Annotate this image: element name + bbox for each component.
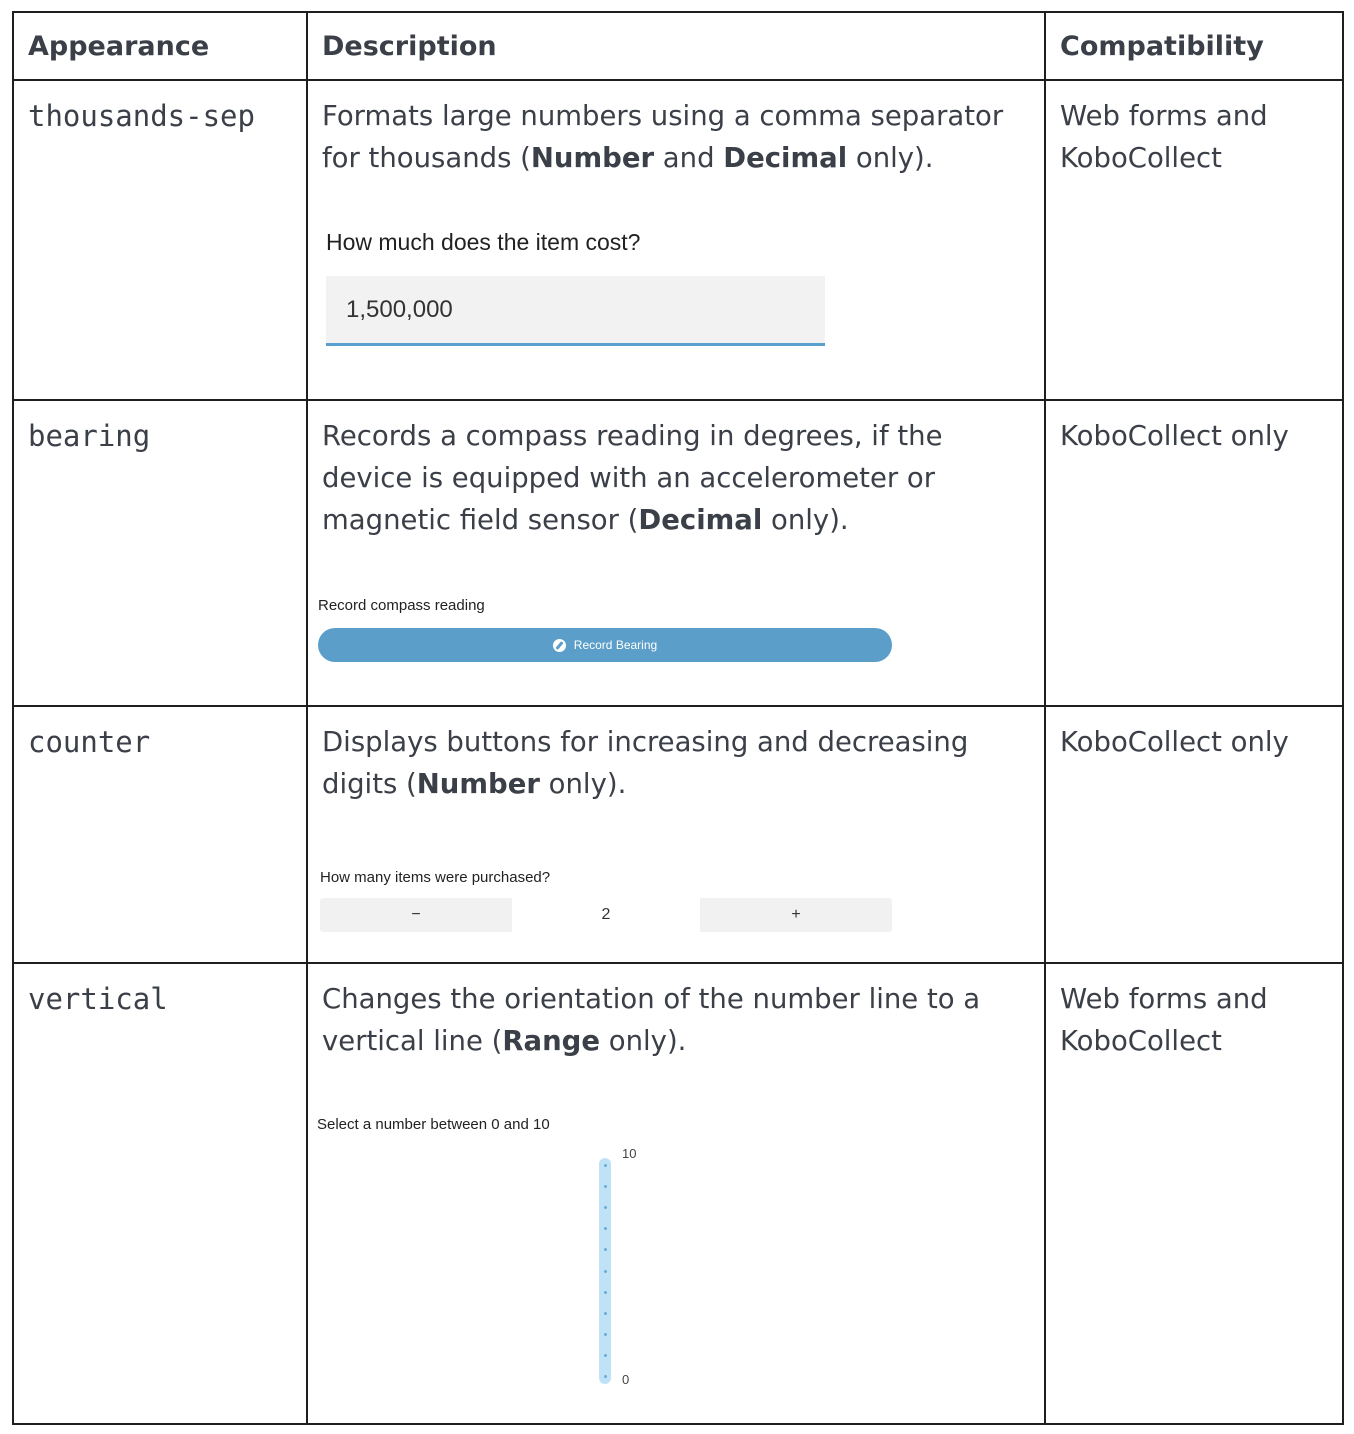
range-step-dot: [604, 1227, 607, 1230]
desc-bold: Number: [530, 142, 655, 174]
description-cell: [307, 706, 1045, 963]
desc-bold: Range: [502, 1025, 601, 1057]
desc-bold: Decimal: [723, 142, 848, 174]
desc-text: only).: [762, 504, 849, 536]
appearance-cell: [13, 400, 307, 706]
bearing-example: [318, 597, 1044, 662]
appearance-cell: [13, 963, 307, 1424]
range-step-dot: [604, 1312, 607, 1315]
desc-text: Formats large numbers using a comma separator for thousands (: [322, 100, 1004, 174]
appearance-code: vertical: [28, 982, 168, 1016]
decrement-button[interactable]: −: [411, 906, 421, 923]
increment-button[interactable]: +: [791, 906, 801, 923]
appearance-code: thousands-sep: [28, 99, 255, 133]
question-label: How many items were purchased?: [320, 869, 551, 886]
desc-text: Displays buttons for increasing and decreasing digits (: [322, 726, 969, 800]
vertical-range-example: [317, 1116, 1044, 1416]
table-row: [13, 400, 1343, 706]
compass-icon: [553, 639, 566, 652]
compatibility-text: KoboCollect only: [1060, 726, 1289, 758]
desc-bold: Decimal: [638, 504, 763, 536]
appearance-cell: [13, 80, 307, 400]
appearance-code: bearing: [28, 419, 151, 453]
counter-example: [320, 869, 1044, 932]
description-cell: [307, 80, 1045, 400]
compatibility-cell: [1045, 400, 1343, 706]
counter-value[interactable]: 2: [512, 898, 700, 932]
appearance-table: [12, 11, 1344, 1425]
description-text: [308, 964, 1044, 1062]
range-max-label: 10: [622, 1146, 637, 1161]
desc-text: only).: [600, 1025, 687, 1057]
desc-text: only).: [847, 142, 934, 174]
thousands-sep-example: [326, 229, 1044, 346]
description-cell: [307, 963, 1045, 1424]
question-label: Select a number between 0 and 10: [317, 1116, 550, 1133]
appearance-code: counter: [28, 725, 151, 759]
compatibility-cell: [1045, 706, 1343, 963]
desc-text: Changes the orientation of the number line to a vertical line (: [322, 983, 981, 1057]
description-text: [308, 81, 1044, 179]
record-bearing-button[interactable]: [318, 628, 892, 662]
desc-text: and: [654, 142, 724, 174]
desc-text: Records a compass reading in degrees, if the device is equipped with an accelerometer or magnetic field sensor (: [322, 420, 943, 536]
header-appearance: Appearance: [13, 12, 307, 80]
table-row: [13, 706, 1343, 963]
range-step-dot: [604, 1206, 607, 1209]
appearance-cell: [13, 706, 307, 963]
compatibility-text: Web forms and KoboCollect: [1060, 100, 1268, 174]
desc-bold: Number: [416, 768, 540, 800]
range-step-dot: [604, 1354, 607, 1357]
range-min-label: 0: [622, 1372, 630, 1387]
range-step-dot: [604, 1164, 607, 1167]
desc-text: only).: [539, 768, 627, 800]
description-text: [308, 401, 1044, 541]
compatibility-cell: [1045, 80, 1343, 400]
range-step-dot: [604, 1185, 607, 1188]
compatibility-text: KoboCollect only: [1060, 420, 1289, 452]
description-cell: [307, 400, 1045, 706]
range-step-dot: [604, 1375, 607, 1378]
table-row: [13, 80, 1343, 400]
question-label: How much does the item cost?: [326, 229, 641, 255]
header-row: [13, 12, 1343, 80]
range-step-dot: [604, 1333, 607, 1336]
header-compatibility: Compatibility: [1045, 12, 1343, 80]
range-step-dot: [604, 1270, 607, 1273]
table-row: [13, 963, 1343, 1424]
question-label: Record compass reading: [318, 597, 485, 614]
counter-widget: [320, 898, 892, 932]
header-description: Description: [307, 12, 1045, 80]
description-text: [308, 707, 1044, 805]
compatibility-text: Web forms and KoboCollect: [1060, 983, 1268, 1057]
range-step-dot: [604, 1291, 607, 1294]
record-bearing-label: Record Bearing: [573, 638, 658, 652]
number-input[interactable]: 1,500,000: [326, 276, 825, 346]
range-step-dot: [604, 1248, 607, 1251]
compatibility-cell: [1045, 963, 1343, 1424]
vertical-range-slider[interactable]: [599, 1158, 611, 1384]
